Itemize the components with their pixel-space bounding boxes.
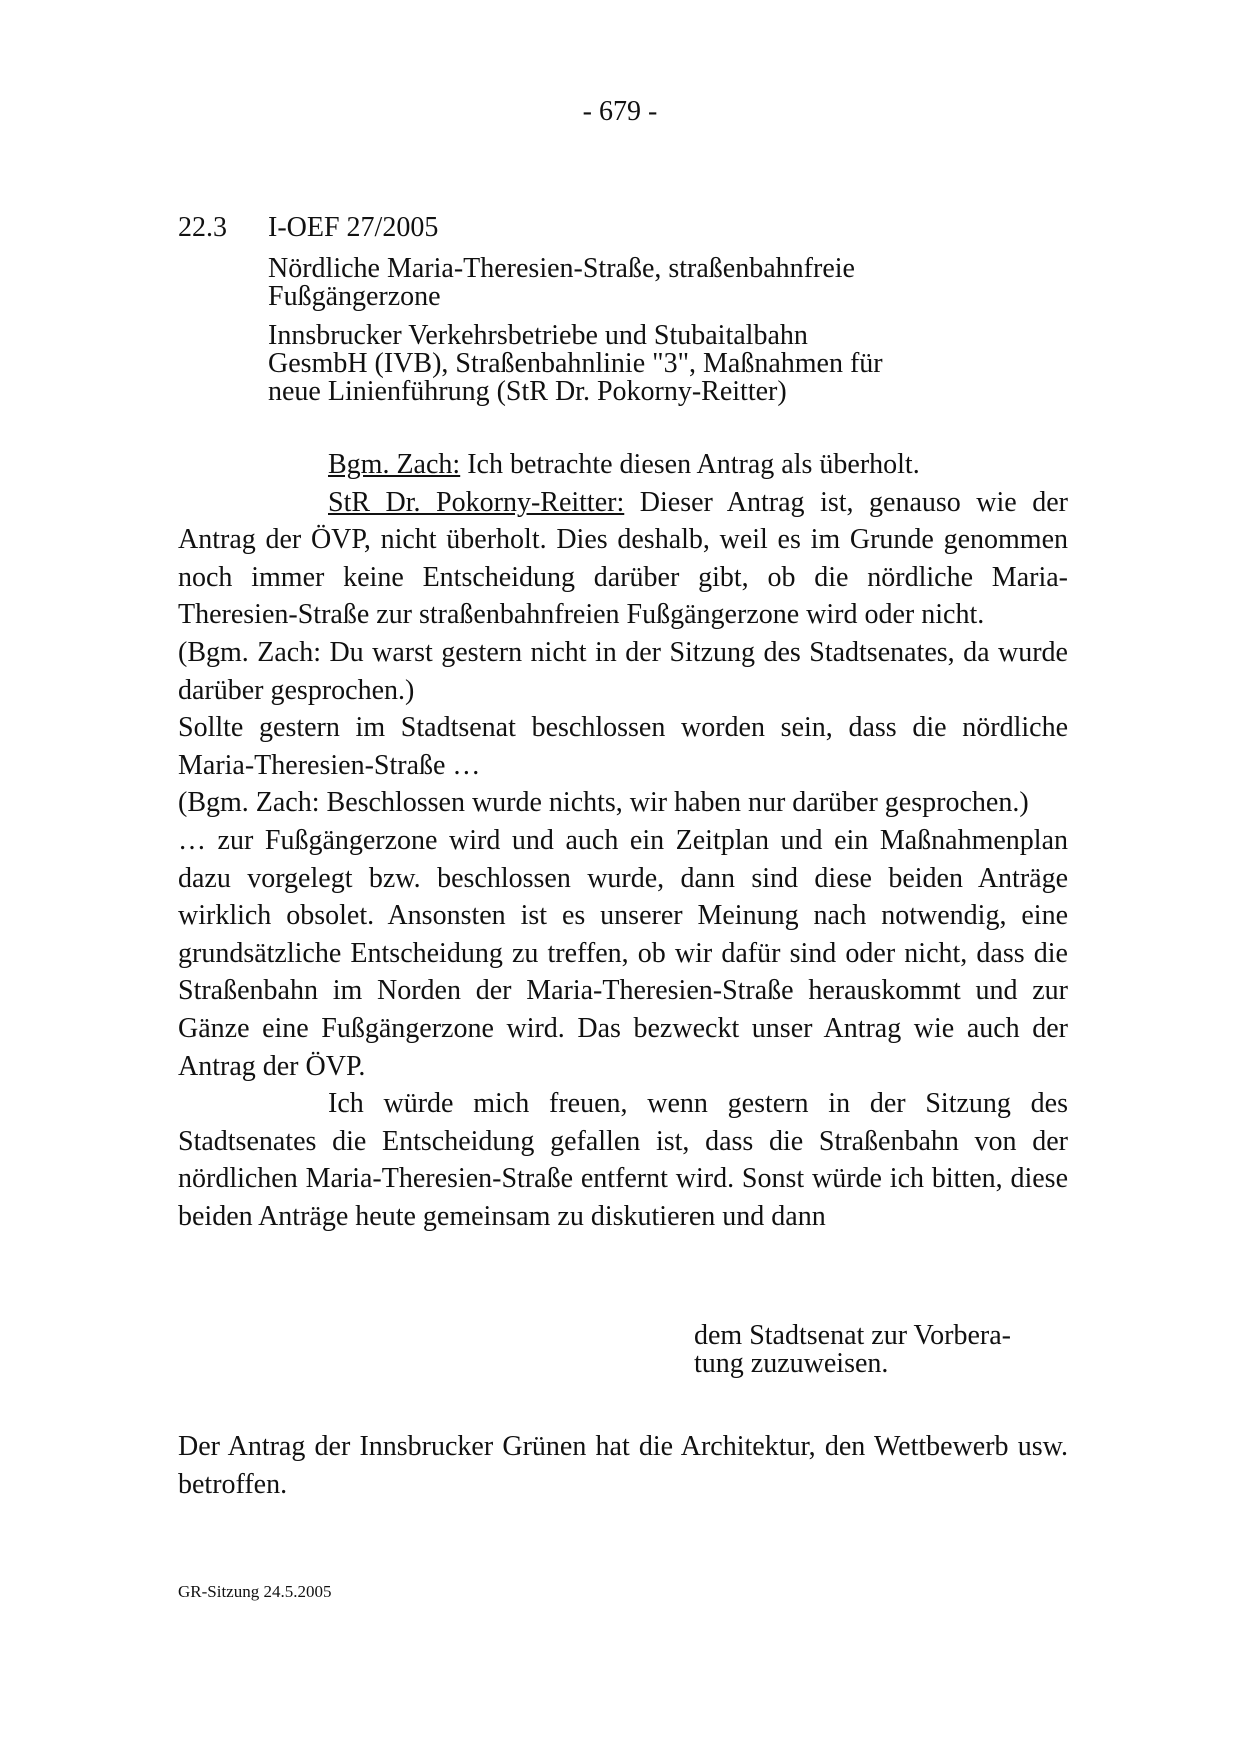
- title-line: Nördliche Maria-Theresien-Straße, straßenbahnfreie: [268, 253, 855, 284]
- page-number: - 679 -: [582, 96, 658, 127]
- proposal-text: [694, 1322, 1074, 1378]
- paragraph-text: Ich würde mich freuen, wenn gestern in der Sitzung des Stadtsenates die Entscheidung gefallen ist, dass die Straßenbahn von der nördlichen Maria-Theresien-Straße entfernt wird. Sonst würde ich bitten, diese beiden Anträge heute gemeinsam zu diskutieren und dann: [178, 1088, 1068, 1232]
- agenda-item-number: 22.3: [178, 212, 227, 243]
- agenda-item-title: [268, 255, 968, 311]
- paragraph-text: Ich betrachte diesen Antrag als überholt.: [460, 449, 920, 480]
- closing-paragraph: Der Antrag der Innsbrucker Grünen hat die Architektur, den Wettbewerb usw. betroffen.: [178, 1431, 1068, 1500]
- paragraph-interjection: (Bgm. Zach: Du warst gestern nicht in der Sitzung des Stadtsenates, da wurde darüber gesprochen.): [178, 636, 1068, 706]
- title-line: Fußgängerzone: [268, 281, 441, 312]
- transcript-body: [178, 446, 1068, 1235]
- speaker-name: StR Dr. Pokorny-Reitter:: [328, 486, 625, 518]
- paragraph-councillor-statement: [178, 484, 1068, 634]
- paragraph-text: Sollte gestern im Stadtsenat beschlossen worden sein, dass die nördliche Maria-Theresien-Straße …: [178, 712, 1068, 781]
- description-line: neue Linienführung (StR Dr. Pokorny-Reitter): [268, 376, 787, 407]
- page-footer: GR-Sitzung 24.5.2005: [178, 1582, 332, 1601]
- agenda-item-header: [178, 212, 1078, 244]
- agenda-item-description: [268, 322, 968, 406]
- description-line: GesmbH (IVB), Straßenbahnlinie "3", Maßnahmen für: [268, 348, 883, 379]
- proposal-line: tung zuzuweisen.: [694, 1348, 889, 1379]
- paragraph-mayor-statement: [178, 446, 1068, 484]
- paragraph-text: Dieser Antrag ist, genauso wie der Antrag der ÖVP, nicht überholt. Dies deshalb, weil es im Grunde genommen noch immer keine Entscheidung darüber gibt, ob die nördliche Maria-Theresien-Straße zur straßenbahnfreien Fußgängerzone wird oder nicht.: [178, 486, 1068, 631]
- agenda-item-reference: I-OEF 27/2005: [268, 212, 439, 243]
- paragraph-text: … zur Fußgängerzone wird und auch ein Zeitplan und ein Maßnahmenplan dazu vorgelegt bzw. beschlossen wurde, dann sind diese beiden Anträge wirklich obsolet. Ansonsten ist es unserer Meinung nach notwendig, eine grundsätzliche Entscheidung zu treffen, ob wir dafür sind oder nicht, dass die Straßenbahn im Norden der Maria-Theresien-Straße herauskommt und zur Gänze eine Fußgängerzone wird. Das bezweckt unser Antrag wie auch der Antrag der ÖVP.: [178, 824, 1068, 1082]
- description-line: Innsbrucker Verkehrsbetriebe und Stubaitalbahn: [268, 320, 808, 351]
- proposal-line: dem Stadtsenat zur Vorbera-: [694, 1320, 1011, 1351]
- speaker-name: Bgm. Zach:: [328, 449, 461, 480]
- paragraph-interjection: (Bgm. Zach: Beschlossen wurde nichts, wir haben nur darüber gesprochen.): [178, 787, 1029, 819]
